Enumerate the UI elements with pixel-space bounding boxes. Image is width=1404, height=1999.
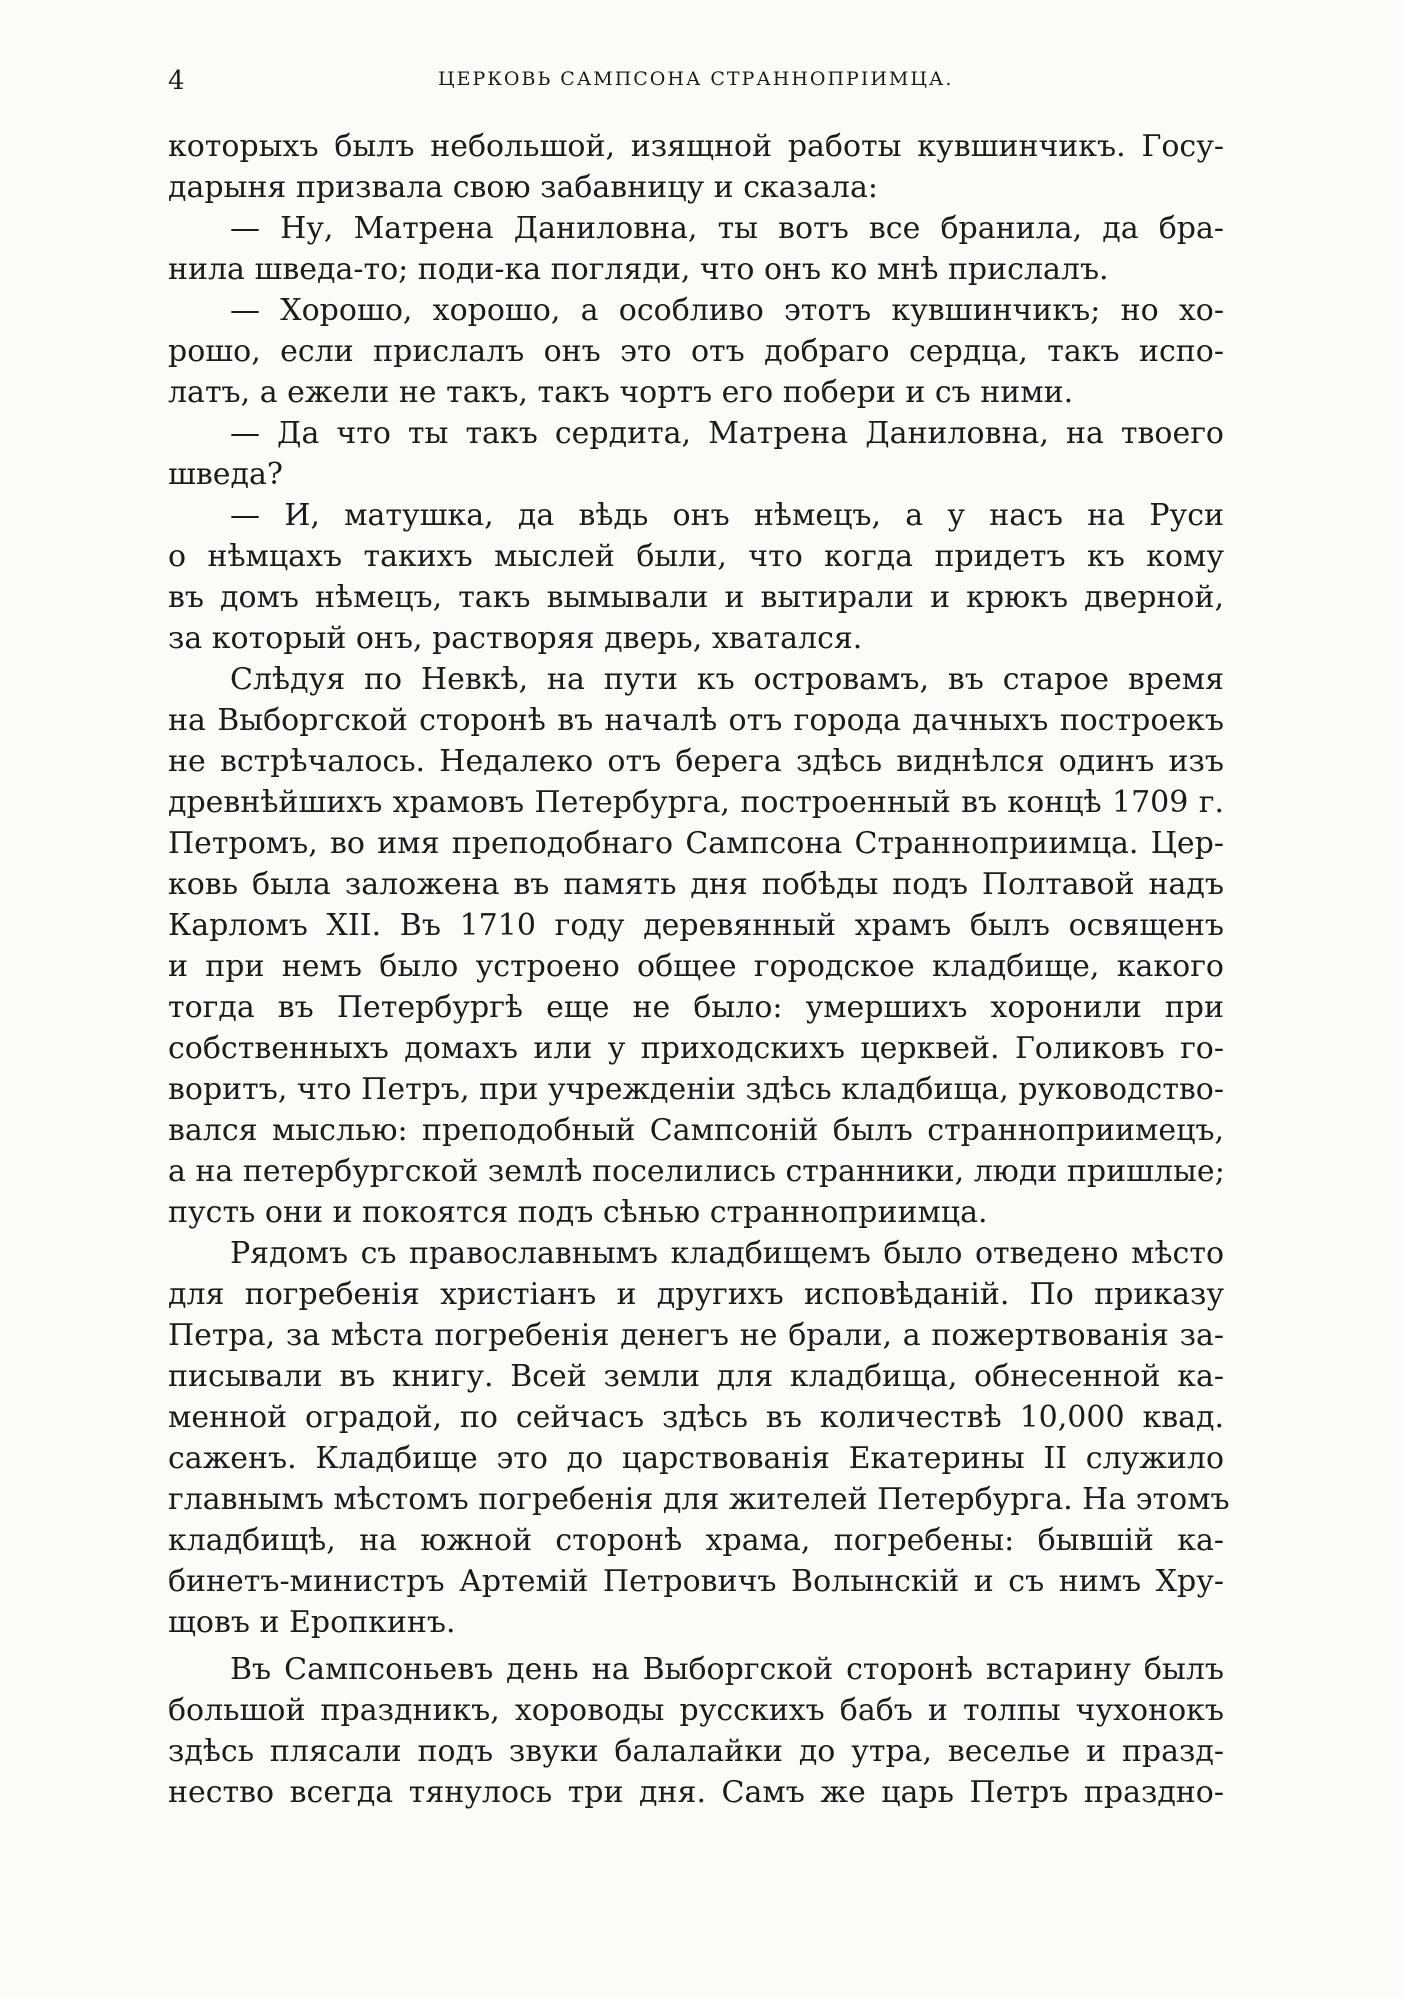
text-line: пусть они и покоятся подъ сѣнью странноприимца. (168, 1195, 988, 1230)
text-line: щовъ и Еропкинъ. (168, 1605, 456, 1640)
text-line: въ домъ нѣмецъ, такъ вымывали и вытирали и крюкъ дверной, (168, 580, 1224, 615)
text-line: — Ну, Матрена Даниловна, ты вотъ все бранила, да бра- (230, 211, 1224, 246)
text-line: саженъ. Кладбище это до царствованія Екатерины II служило (168, 1441, 1224, 1476)
text-line: собственныхъ домахъ или у приходскихъ церквей. Голиковъ го- (168, 1031, 1224, 1066)
text-line: ковь была заложена въ память дня побѣды подъ Полтавой надъ (168, 867, 1224, 902)
text-line: вался мыслью: преподобный Сампсоній былъ странноприимецъ, (168, 1113, 1224, 1148)
page-number: 4 (168, 66, 186, 96)
text-line: — Да что ты такъ сердита, Матрена Даниловна, на твоего (230, 416, 1224, 451)
text-line: для погребенія христіанъ и другихъ исповѣданій. По приказу (168, 1277, 1224, 1312)
text-line: большой праздникъ, хороводы русскихъ бабъ и толпы чухонокъ (168, 1693, 1224, 1728)
text-line: нила шведа-то; поди-ка погляди, что онъ ко мнѣ прислалъ. (168, 252, 1109, 287)
text-line: бинетъ-министръ Артемій Петровичъ Волынскій и съ нимъ Хру- (168, 1564, 1224, 1599)
text-line: а на петербургской землѣ поселились странники, люди пришлые; (168, 1154, 1225, 1189)
page-header (168, 62, 1228, 102)
text-line: Карломъ XII. Въ 1710 году деревянный храмъ былъ освященъ (168, 908, 1224, 943)
text-line: не встрѣчалось. Недалеко отъ берега здѣсь виднѣлся одинъ изъ (168, 744, 1224, 779)
text-line: менной оградой, по сейчасъ здѣсь въ количествѣ 10,000 квад. (168, 1400, 1224, 1435)
text-line: которыхъ былъ небольшой, изящной работы кувшинчикъ. Госу- (168, 129, 1224, 164)
running-title: ЦЕРКОВЬ САМПСОНА СТРАННОПРІИМЦА. (438, 68, 954, 90)
text-line: воритъ, что Петръ, при учрежденіи здѣсь кладбища, руководство- (168, 1072, 1224, 1107)
text-line: кладбищѣ, на южной сторонѣ храма, погребены: бывшій ка- (168, 1523, 1224, 1558)
text-line: Слѣдуя по Невкѣ, на пути къ островамъ, въ старое время (230, 662, 1224, 697)
text-line: Петра, за мѣста погребенія денегъ не брали, а пожертвованія за- (168, 1318, 1224, 1353)
text-line: Въ Сампсоньевъ день на Выборгской сторонѣ встарину былъ (230, 1652, 1224, 1687)
text-line: за который онъ, растворяя дверь, хватался. (168, 621, 863, 656)
text-line: Рядомъ съ православнымъ кладбищемъ было отведено мѣсто (230, 1236, 1224, 1271)
text-line: рошо, если прислалъ онъ это отъ добраго сердца, такъ испо- (168, 334, 1224, 369)
text-line: древнѣйшихъ храмовъ Петербурга, построенный въ концѣ 1709 г. (168, 785, 1224, 820)
text-line: — Хорошо, хорошо, а особливо этотъ кувшинчикъ; но хо- (230, 293, 1224, 328)
text-line: Петромъ, во имя преподобнаго Сампсона Странноприимца. Цер- (168, 826, 1224, 861)
text-line: писывали въ книгу. Всей земли для кладбища, обнесенной ка- (168, 1359, 1224, 1394)
text-line: нество всегда тянулось три дня. Самъ же царь Петръ праздно- (168, 1775, 1224, 1810)
text-line: и при немъ было устроено общее городское кладбище, какого (168, 949, 1224, 984)
text-line: главнымъ мѣстомъ погребенія для жителей Петербурга. На этомъ (168, 1482, 1230, 1517)
text-line: тогда въ Петербургѣ еще не было: умершихъ хоронили при (168, 990, 1224, 1025)
text-line: латъ, а ежели не такъ, такъ чортъ его побери и съ ними. (168, 375, 1074, 410)
text-line: — И, матушка, да вѣдь онъ нѣмецъ, а у насъ на Руси (230, 498, 1224, 533)
text-line: здѣсь плясали подъ звуки балалайки до утра, веселье и празд- (168, 1734, 1224, 1769)
text-line: о нѣмцахъ такихъ мыслей были, что когда придетъ къ кому (168, 539, 1224, 574)
text-line: на Выборгской сторонѣ въ началѣ отъ города дачныхъ построекъ (168, 703, 1224, 738)
body-text (168, 126, 1230, 1813)
text-line: шведа? (168, 457, 283, 492)
text-line: дарыня призвала свою забавницу и сказала: (168, 170, 878, 205)
